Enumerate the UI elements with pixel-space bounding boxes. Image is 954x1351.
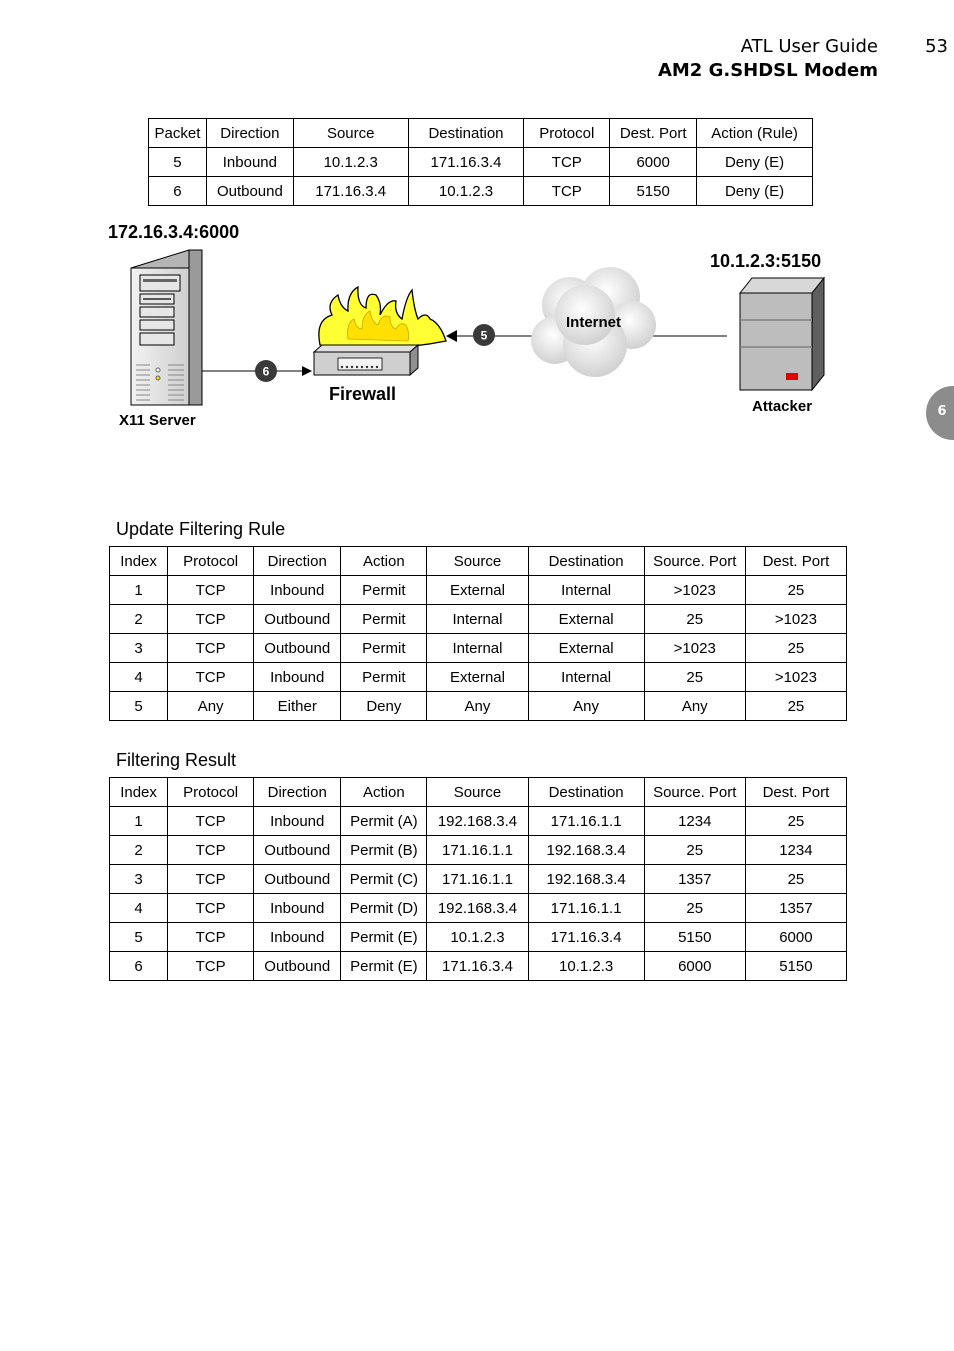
table-cell: Inbound bbox=[254, 807, 341, 836]
table-cell: 25 bbox=[745, 865, 846, 894]
table-cell: 2 bbox=[110, 836, 168, 865]
table-cell: External bbox=[528, 634, 644, 663]
table-row bbox=[110, 894, 847, 923]
table-row bbox=[110, 865, 847, 894]
table-cell: TCP bbox=[168, 836, 254, 865]
table-cell: Inbound bbox=[254, 663, 341, 692]
column-header: Protocol bbox=[524, 119, 610, 148]
table-cell: 1234 bbox=[745, 836, 846, 865]
table-cell: Any bbox=[644, 692, 745, 721]
chapter-tab-number: 6 bbox=[937, 404, 947, 419]
table-cell: Permit bbox=[341, 605, 427, 634]
table-cell: Inbound bbox=[254, 894, 341, 923]
column-header: Action bbox=[341, 547, 427, 576]
table-cell: 10.1.2.3 bbox=[408, 177, 524, 206]
attacker-address: 10.1.2.3:5150 bbox=[710, 251, 822, 271]
table-cell: >1023 bbox=[745, 663, 846, 692]
table-row bbox=[110, 576, 847, 605]
server-address: 172.16.3.4:6000 bbox=[108, 222, 240, 242]
table-cell: Any bbox=[528, 692, 644, 721]
table-cell: 171.16.1.1 bbox=[528, 894, 644, 923]
table-row bbox=[110, 663, 847, 692]
column-header: Action (Rule) bbox=[697, 119, 813, 148]
model-title: AM2 G.SHDSL Modem bbox=[657, 60, 878, 81]
filtering-result-table bbox=[109, 777, 847, 981]
table-cell: 5150 bbox=[644, 923, 745, 952]
table-cell: 1357 bbox=[644, 865, 745, 894]
column-header: Protocol bbox=[168, 778, 254, 807]
column-header: Source bbox=[427, 778, 528, 807]
table-cell: 171.16.1.1 bbox=[427, 865, 528, 894]
table-cell: 171.16.3.4 bbox=[528, 923, 644, 952]
attacker-server-icon bbox=[740, 278, 824, 390]
table-cell: TCP bbox=[168, 634, 254, 663]
table-cell: 171.16.1.1 bbox=[427, 836, 528, 865]
column-header: Dest. Port bbox=[745, 778, 846, 807]
firewall-icon bbox=[314, 287, 446, 375]
table-cell: 1234 bbox=[644, 807, 745, 836]
step-marker-6 bbox=[255, 360, 277, 382]
table-row bbox=[110, 692, 847, 721]
table-cell: 25 bbox=[745, 807, 846, 836]
table-cell: Internal bbox=[528, 576, 644, 605]
page-number: 53 bbox=[925, 36, 948, 57]
table-cell: 5 bbox=[110, 923, 168, 952]
table-row bbox=[149, 177, 813, 206]
table-cell: Any bbox=[427, 692, 528, 721]
table-cell: TCP bbox=[524, 177, 610, 206]
table-row bbox=[110, 923, 847, 952]
table-cell: Internal bbox=[528, 663, 644, 692]
column-header: Action bbox=[341, 778, 427, 807]
table-cell: 5150 bbox=[610, 177, 697, 206]
table-cell: Either bbox=[254, 692, 341, 721]
table-cell: TCP bbox=[168, 923, 254, 952]
column-header: Destination bbox=[408, 119, 524, 148]
table-cell: Deny (E) bbox=[697, 177, 813, 206]
table-cell: 192.168.3.4 bbox=[528, 836, 644, 865]
table-cell: 6 bbox=[110, 952, 168, 981]
table-cell: External bbox=[427, 576, 528, 605]
table-row bbox=[149, 148, 813, 177]
column-header: Source. Port bbox=[644, 547, 745, 576]
table-cell: 25 bbox=[644, 663, 745, 692]
column-header: Destination bbox=[528, 547, 644, 576]
table-header-row bbox=[110, 778, 847, 807]
table-cell: 171.16.3.4 bbox=[427, 952, 528, 981]
column-header: Dest. Port bbox=[610, 119, 697, 148]
column-header: Direction bbox=[254, 778, 341, 807]
table-cell: External bbox=[528, 605, 644, 634]
table-cell: Permit (D) bbox=[341, 894, 427, 923]
column-header: Index bbox=[110, 547, 168, 576]
table-cell: 171.16.1.1 bbox=[528, 807, 644, 836]
packet-table bbox=[148, 118, 813, 206]
firewall-label: Firewall bbox=[329, 384, 397, 404]
table-cell: TCP bbox=[168, 576, 254, 605]
table-cell: TCP bbox=[168, 663, 254, 692]
table-cell: Internal bbox=[427, 605, 528, 634]
table-cell: 1357 bbox=[745, 894, 846, 923]
table-cell: 25 bbox=[644, 894, 745, 923]
table-cell: Outbound bbox=[254, 605, 341, 634]
table-row bbox=[110, 605, 847, 634]
table-cell: 2 bbox=[110, 605, 168, 634]
table-cell: Permit bbox=[341, 576, 427, 605]
table-cell: Permit bbox=[341, 663, 427, 692]
table-cell: Any bbox=[168, 692, 254, 721]
table-cell: 10.1.2.3 bbox=[528, 952, 644, 981]
table-cell: 25 bbox=[644, 836, 745, 865]
step-6-label: 6 bbox=[262, 364, 270, 379]
table-cell: 6000 bbox=[644, 952, 745, 981]
table-cell: 25 bbox=[745, 634, 846, 663]
table-cell: >1023 bbox=[745, 605, 846, 634]
table-header-row bbox=[110, 547, 847, 576]
chapter-tab[interactable] bbox=[926, 386, 954, 440]
table-cell: Outbound bbox=[254, 836, 341, 865]
table-cell: 1 bbox=[110, 807, 168, 836]
table-cell: Outbound bbox=[254, 634, 341, 663]
step-5-label: 5 bbox=[480, 328, 488, 343]
table-cell: 4 bbox=[110, 663, 168, 692]
table-cell: TCP bbox=[524, 148, 610, 177]
table-cell: 6 bbox=[149, 177, 207, 206]
table-cell: 25 bbox=[745, 576, 846, 605]
internet-label: Internet bbox=[566, 314, 622, 331]
table-cell: 192.168.3.4 bbox=[427, 807, 528, 836]
table-cell: Inbound bbox=[254, 923, 341, 952]
update-rule-table bbox=[109, 546, 847, 721]
table-cell: Permit (B) bbox=[341, 836, 427, 865]
table-row bbox=[110, 807, 847, 836]
step-marker-5 bbox=[473, 324, 495, 346]
column-header: Direction bbox=[254, 547, 341, 576]
table-cell: Permit (C) bbox=[341, 865, 427, 894]
table-cell: Permit bbox=[341, 634, 427, 663]
table-cell: 171.16.3.4 bbox=[408, 148, 524, 177]
table-row bbox=[110, 634, 847, 663]
table-cell: Inbound bbox=[254, 576, 341, 605]
table-cell: 5 bbox=[110, 692, 168, 721]
column-header: Protocol bbox=[168, 547, 254, 576]
column-header: Index bbox=[110, 778, 168, 807]
table-cell: 171.16.3.4 bbox=[293, 177, 408, 206]
column-header: Source. Port bbox=[644, 778, 745, 807]
filtering-result-title: Filtering Result bbox=[116, 750, 237, 770]
table-cell: TCP bbox=[168, 807, 254, 836]
table-cell: >1023 bbox=[644, 576, 745, 605]
table-cell: 6000 bbox=[745, 923, 846, 952]
table-cell: TCP bbox=[168, 952, 254, 981]
x11-server-icon bbox=[131, 250, 202, 405]
table-cell: 4 bbox=[110, 894, 168, 923]
table-cell: 1 bbox=[110, 576, 168, 605]
update-rule-title: Update Filtering Rule bbox=[116, 519, 286, 539]
network-diagram bbox=[100, 215, 860, 445]
table-cell: TCP bbox=[168, 894, 254, 923]
table-cell: 25 bbox=[644, 605, 745, 634]
table-cell: External bbox=[427, 663, 528, 692]
table-cell: Outbound bbox=[254, 865, 341, 894]
table-cell: Deny (E) bbox=[697, 148, 813, 177]
table-cell: 192.168.3.4 bbox=[427, 894, 528, 923]
table-cell: Outbound bbox=[206, 177, 293, 206]
column-header: Direction bbox=[206, 119, 293, 148]
table-cell: Permit (A) bbox=[341, 807, 427, 836]
table-cell: 25 bbox=[745, 692, 846, 721]
table-cell: 5150 bbox=[745, 952, 846, 981]
table-cell: TCP bbox=[168, 865, 254, 894]
table-cell: Deny bbox=[341, 692, 427, 721]
table-cell: Inbound bbox=[206, 148, 293, 177]
arrow-to-server-icon bbox=[302, 366, 312, 376]
attacker-label: Attacker bbox=[752, 398, 813, 415]
table-cell: Outbound bbox=[254, 952, 341, 981]
table-cell: 10.1.2.3 bbox=[427, 923, 528, 952]
column-header: Source bbox=[427, 547, 528, 576]
table-row bbox=[110, 836, 847, 865]
table-cell: Permit (E) bbox=[341, 923, 427, 952]
table-header-row bbox=[149, 119, 813, 148]
x11-server-label: X11 Server bbox=[119, 412, 196, 429]
column-header: Source bbox=[293, 119, 408, 148]
guide-title: ATL User Guide bbox=[740, 36, 878, 57]
table-cell: 6000 bbox=[610, 148, 697, 177]
table-cell: 192.168.3.4 bbox=[528, 865, 644, 894]
table-cell: Internal bbox=[427, 634, 528, 663]
table-cell: 10.1.2.3 bbox=[293, 148, 408, 177]
column-header: Dest. Port bbox=[745, 547, 846, 576]
table-cell: 3 bbox=[110, 634, 168, 663]
table-row bbox=[110, 952, 847, 981]
table-cell: >1023 bbox=[644, 634, 745, 663]
column-header: Destination bbox=[528, 778, 644, 807]
table-cell: 3 bbox=[110, 865, 168, 894]
column-header: Packet bbox=[149, 119, 207, 148]
table-cell: TCP bbox=[168, 605, 254, 634]
table-cell: 5 bbox=[149, 148, 207, 177]
table-cell: Permit (E) bbox=[341, 952, 427, 981]
arrow-to-firewall-icon bbox=[446, 330, 457, 342]
